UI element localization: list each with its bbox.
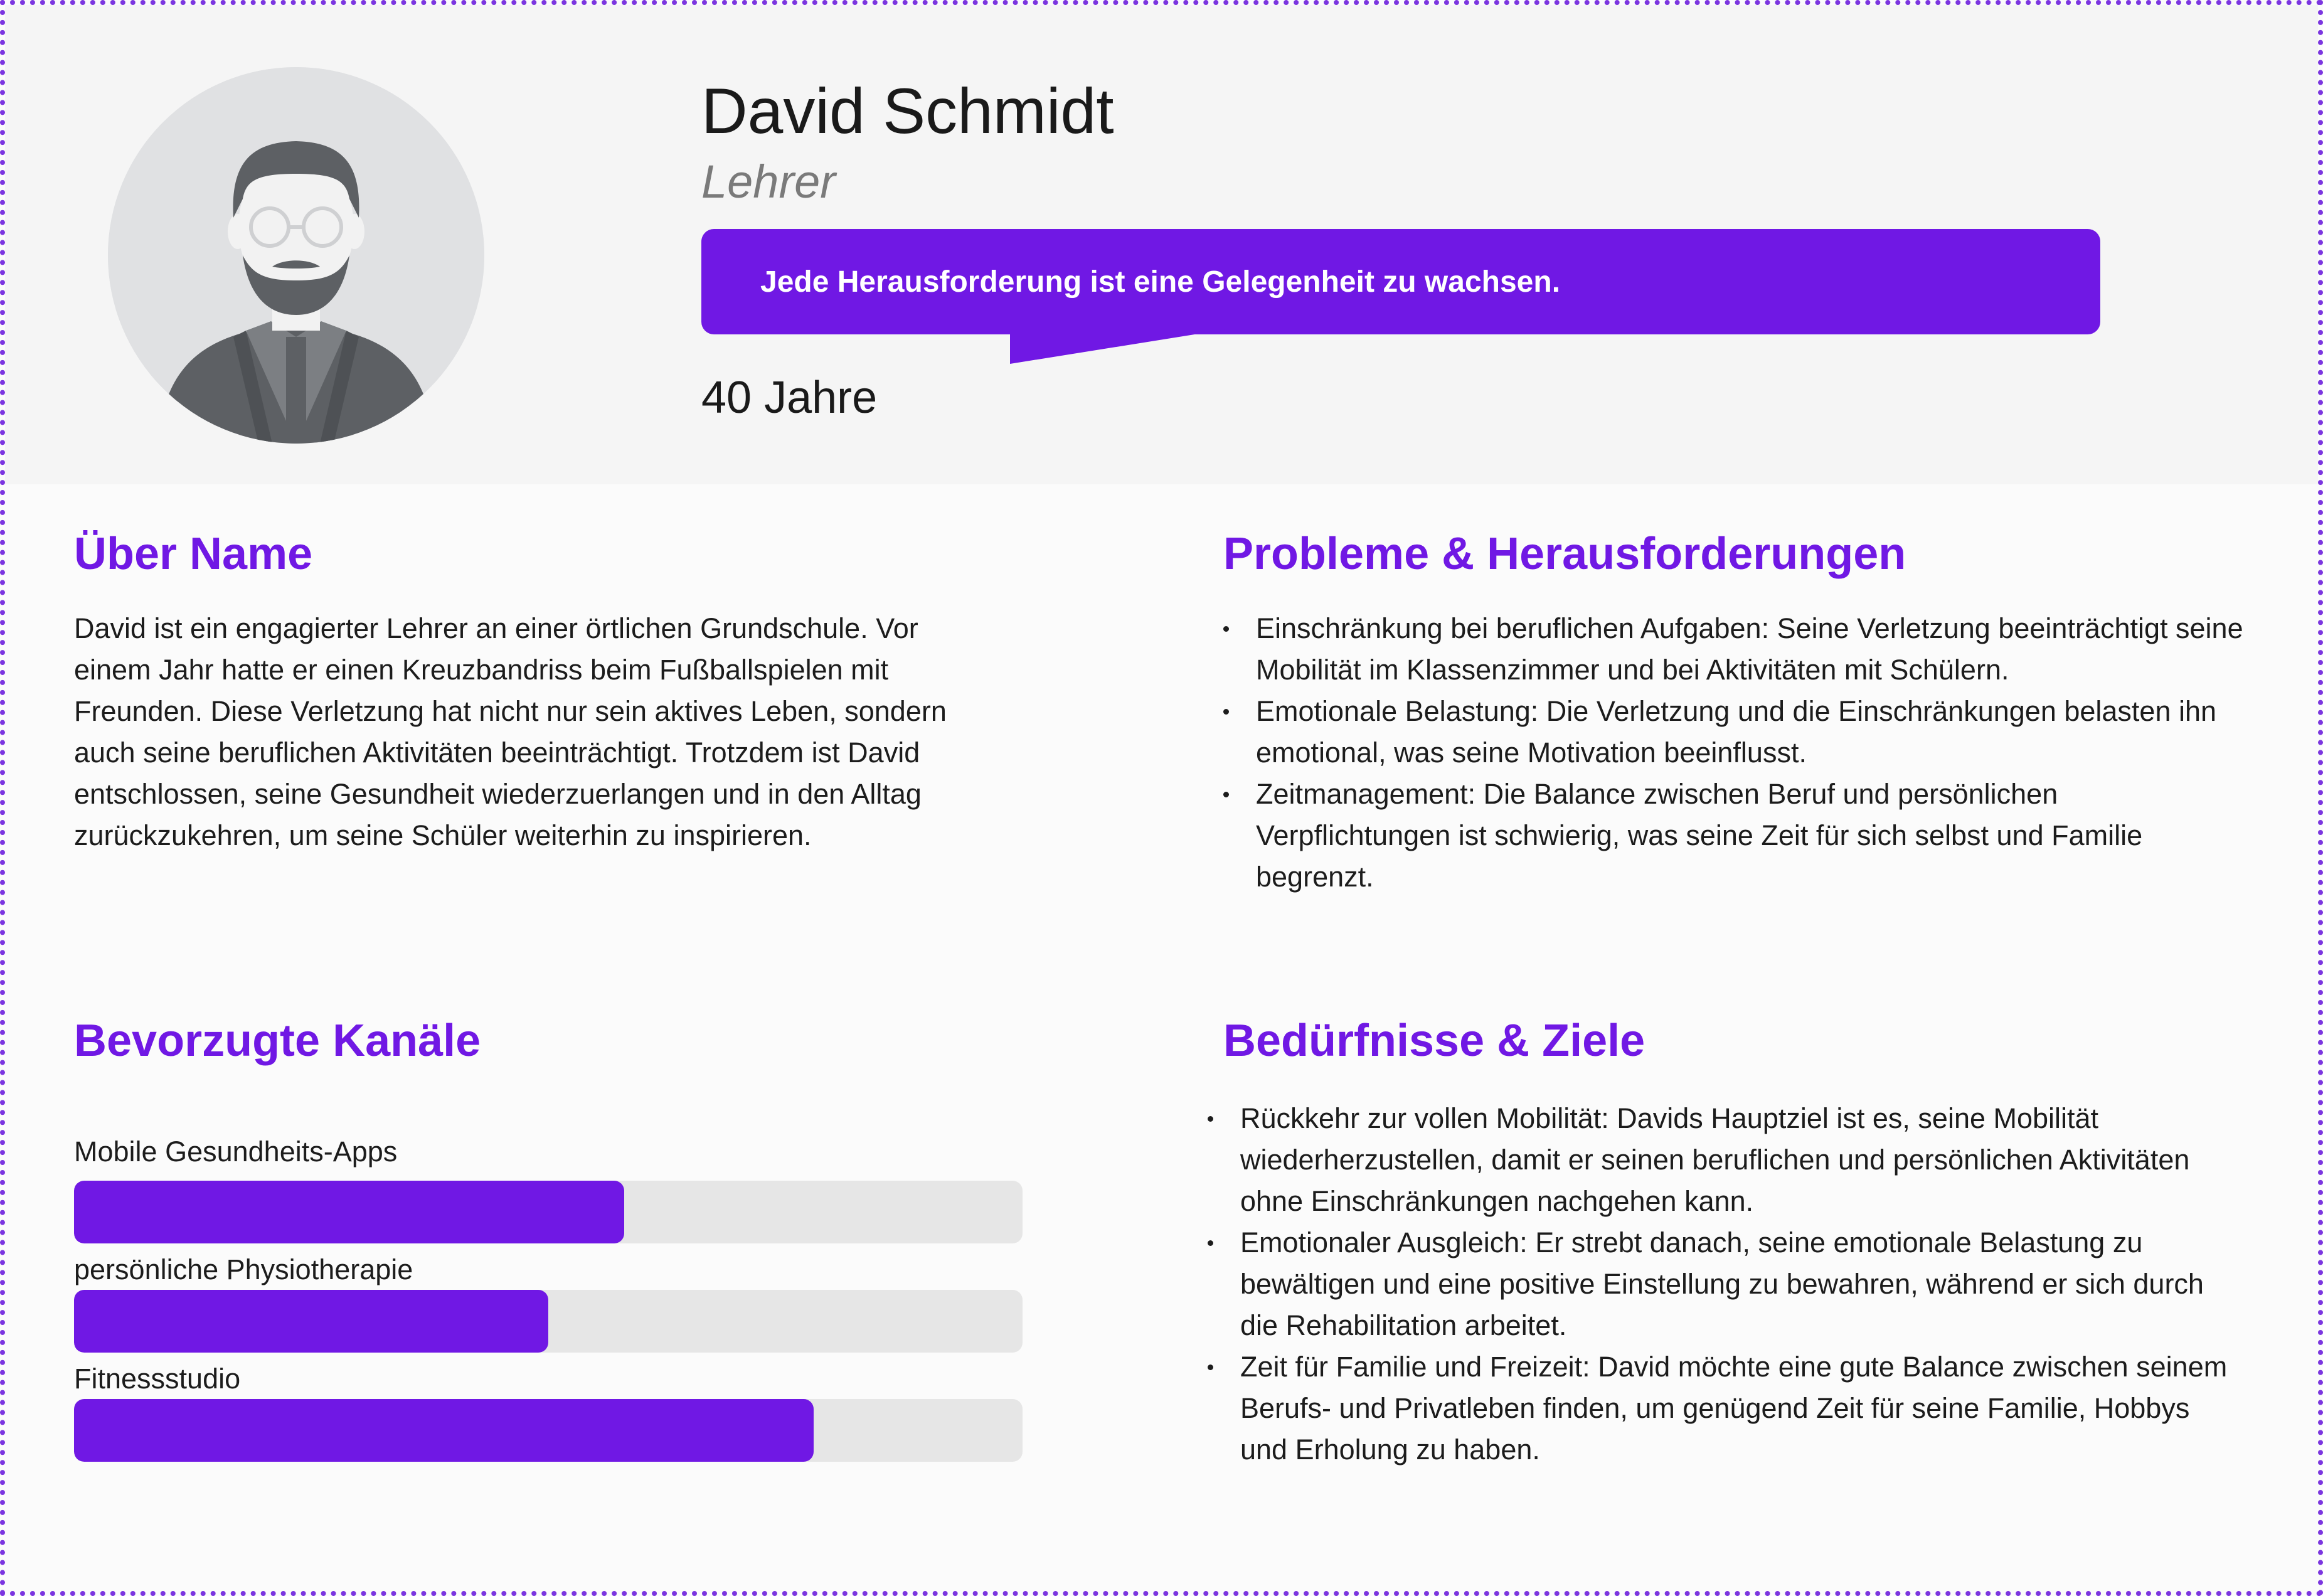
channel-bar-fill: [74, 1399, 814, 1462]
channel-bar-fill: [74, 1290, 548, 1353]
quote-bubble-tail: [1010, 329, 1226, 364]
about-line: David ist ein engagierter Lehrer an einer örtlichen Grundschule. Vor: [74, 612, 918, 644]
about-line: entschlossen, seine Gesundheit wiederzuerlangen und in den Alltag: [74, 778, 922, 810]
problems-list: [1223, 608, 2252, 898]
about-line: auch seine beruflichen Aktivitäten beeinträchtigt. Trotzdem ist David: [74, 737, 920, 769]
persona-age: 40 Jahre: [701, 373, 878, 423]
channel-bar-fill: [74, 1181, 624, 1243]
needs-list: [1208, 1098, 2243, 1471]
channel-label: Mobile Gesundheits-Apps: [74, 1136, 398, 1168]
persona-quote: Jede Herausforderung ist eine Gelegenheit zu wachsen.: [760, 265, 1561, 299]
about-line: einem Jahr hatte er einen Kreuzbandriss beim Fußballspielen mit: [74, 654, 889, 686]
channel-bar-track: [74, 1290, 1023, 1353]
list-item: Emotionaler Ausgleich: Er strebt danach, seine emotionale Belastung zu bewältigen und eine positive Einstellung zu bewahren, während er sich durch die Rehabilitation arbeitet.: [1208, 1222, 2243, 1346]
list-item: Emotionale Belastung: Die Verletzung und die Einschränkungen belasten ihn emotional, was seine Motivation beeinflusst.: [1223, 691, 2252, 774]
channel-bar-track: [74, 1399, 1023, 1462]
needs-title: Bedürfnisse & Ziele: [1223, 1016, 1645, 1066]
channel-bar-track: [74, 1181, 1023, 1243]
list-item: Einschränkung bei beruflichen Aufgaben: Seine Verletzung beeinträchtigt seine Mobilität im Klassenzimmer und bei Aktivitäten mit Schülern.: [1223, 608, 2252, 691]
list-item: Zeit für Familie und Freizeit: David möchte eine gute Balance zwischen seinem Berufs- und Privatleben finden, um genügend Zeit für seine Familie, Hobbys und Erholung zu haben.: [1208, 1346, 2243, 1471]
about-text: [74, 608, 1053, 856]
problems-title: Probleme & Herausforderungen: [1223, 529, 1906, 579]
persona-role: Lehrer: [701, 156, 836, 208]
person-avatar-icon: [108, 67, 484, 444]
list-item: Zeitmanagement: Die Balance zwischen Beruf und persönlichen Verpflichtungen ist schwierig, was seine Zeit für sich selbst und Familie begrenzt.: [1223, 774, 2252, 898]
channels-title: Bevorzugte Kanäle: [74, 1016, 481, 1066]
channel-label: persönliche Physiotherapie: [74, 1253, 413, 1285]
about-line: Freunden. Diese Verletzung hat nicht nur sein aktives Leben, sondern: [74, 695, 947, 727]
persona-name: David Schmidt: [701, 75, 1114, 147]
about-title: Über Name: [74, 529, 313, 579]
about-line: zurückzukehren, um seine Schüler weiterhin zu inspirieren.: [74, 819, 812, 851]
list-item: Rückkehr zur vollen Mobilität: Davids Hauptziel ist es, seine Mobilität wiederherzustellen, damit er seinen beruflichen und persönlichen Aktivitäten ohne Einschränkungen nachgehen kann.: [1208, 1098, 2243, 1222]
channel-label: Fitnessstudio: [74, 1363, 241, 1395]
